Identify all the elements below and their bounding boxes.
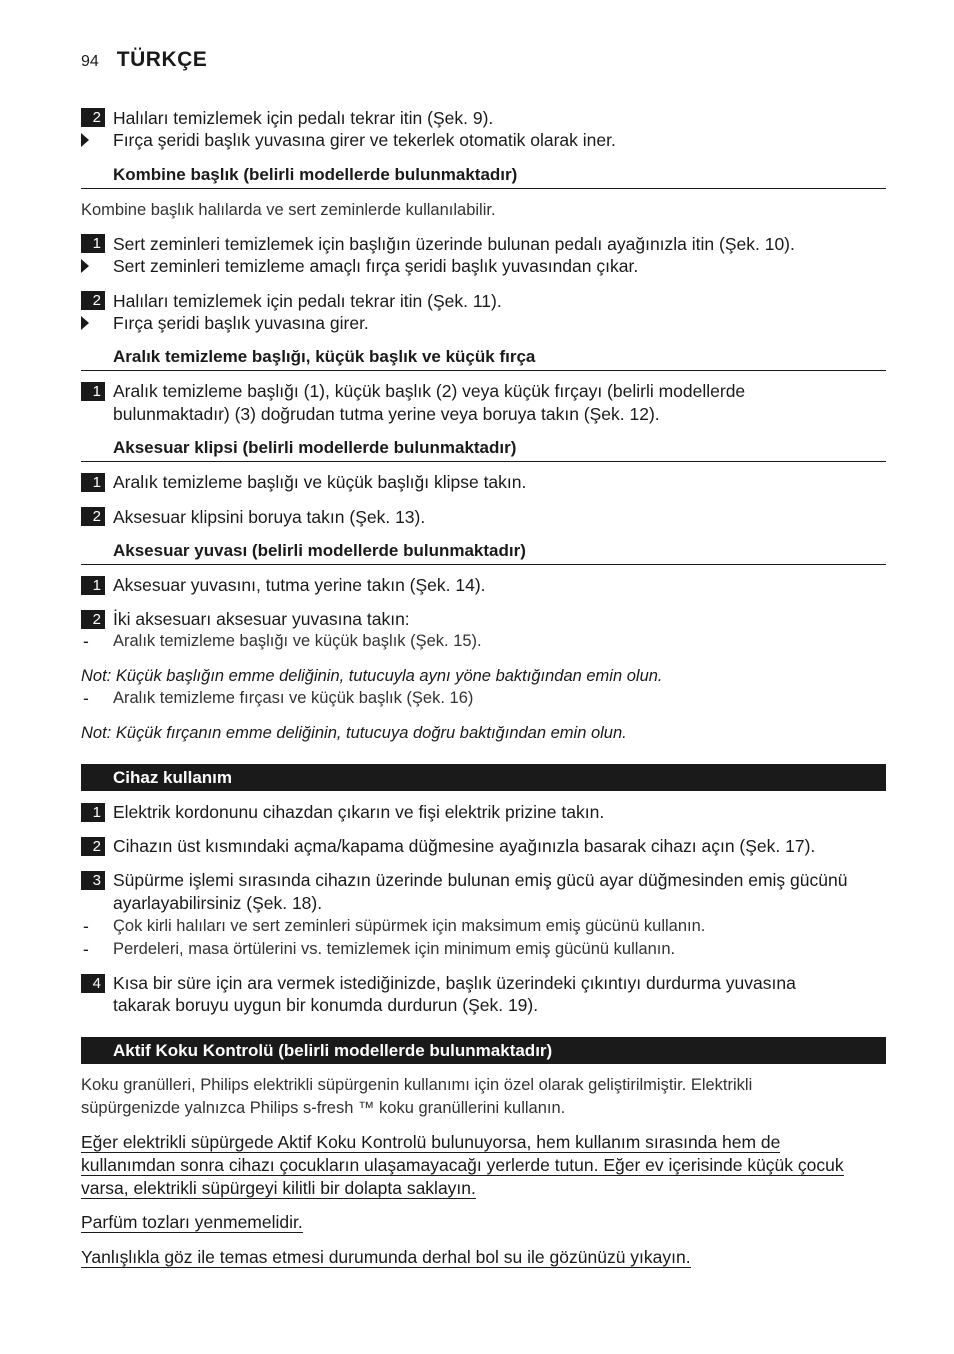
warning-line: Parfüm tozları yenmemelidir.	[81, 1212, 303, 1232]
section-heading: Kombine başlık (belirli modellerde bulunmaktadır)	[113, 165, 518, 184]
warning-line: Eğer elektrikli süpürgede Aktif Koku Kontrolü bulunuyorsa, hem kullanım sırasında hem de	[81, 1132, 781, 1152]
step-text: Süpürme işlemi sırasında cihazın üzerinde bulunan emiş gücü ayar düğmesinden emiş gücünü	[113, 870, 848, 890]
step-number: 1	[81, 803, 105, 822]
step-number: 2	[81, 610, 105, 629]
heading-rule	[81, 461, 886, 462]
dash-item: Aralık temizleme fırçası ve küçük başlık (Şek. 16)	[113, 689, 474, 707]
page-language-title: TÜRKÇE	[116, 48, 208, 71]
step-text: Sert zeminleri temizlemek için başlığın üzerinde bulunan pedalı ayağınızla itin (Şek. 10).	[113, 234, 795, 254]
step-text-continued: takarak boruyu uygun bir konumda durdurun (Şek. 19).	[113, 995, 539, 1015]
warning-text	[81, 1177, 476, 1200]
bullet-text: Fırça şeridi başlık yuvasına girer.	[113, 313, 369, 333]
warning-text	[81, 1154, 844, 1177]
step-text: Cihazın üst kısmındaki açma/kapama düğmesine ayağınızla basarak cihazı açın (Şek. 17).	[113, 836, 816, 856]
step-text: Elektrik kordonunu cihazdan çıkarın ve fişi elektrik prizine takın.	[113, 802, 605, 822]
step-number: 2	[81, 108, 105, 127]
step-text: Aralık temizleme başlığı ve küçük başlığı klipse takın.	[113, 472, 527, 492]
step-text: Aksesuar klipsini boruya takın (Şek. 13).	[113, 507, 426, 527]
step-text: Kısa bir süre için ara vermek istediğinizde, başlık üzerindeki çıkıntıyı durdurma yuvasına	[113, 973, 796, 993]
heading-rule	[81, 188, 886, 189]
section-description: Kombine başlık halılarda ve sert zeminlerde kullanılabilir.	[81, 201, 496, 219]
paragraph-text: Koku granülleri, Philips elektrikli süpürgenin kullanımı için özel olarak geliştirilmiştir. Elektrikli	[81, 1076, 753, 1094]
warning-text	[81, 1131, 780, 1154]
heading-rule	[81, 564, 886, 565]
step-text: Aralık temizleme başlığı (1), küçük başlık (2) veya küçük fırçayı (belirli modellerde	[113, 381, 746, 401]
step-number: 1	[81, 382, 105, 401]
warning-line: Yanlışlıkla göz ile temas etmesi durumunda derhal bol su ile gözünüzü yıkayın.	[81, 1247, 691, 1267]
step-text: Halıları temizlemek için pedalı tekrar itin (Şek. 11).	[113, 291, 502, 311]
step-number: 1	[81, 473, 105, 492]
paragraph-text: süpürgenizde yalnızca Philips s-fresh ™ koku granüllerini kullanın.	[81, 1099, 566, 1117]
note-text: Not: Küçük fırçanın emme deliğinin, tutucuya doğru baktığından emin olun.	[81, 724, 627, 742]
dash-marker: -	[83, 916, 89, 936]
dash-item: Aralık temizleme başlığı ve küçük başlık (Şek. 15).	[113, 632, 482, 650]
step-text-continued: ayarlayabilirsiniz (Şek. 18).	[113, 893, 323, 913]
step-text: İki aksesuarı aksesuar yuvasına takın:	[113, 609, 410, 629]
warning-text	[81, 1211, 303, 1234]
step-number: 1	[81, 234, 105, 253]
step-text: Halıları temizlemek için pedalı tekrar itin (Şek. 9).	[113, 108, 494, 128]
dash-marker: -	[83, 688, 89, 708]
dash-marker: -	[83, 631, 89, 651]
section-heading: Aralık temizleme başlığı, küçük başlık ve küçük fırça	[113, 347, 536, 366]
page-header	[81, 48, 207, 72]
step-number: 1	[81, 576, 105, 595]
step-number: 4	[81, 974, 105, 993]
step-text-continued: bulunmaktadır) (3) doğrudan tutma yerine veya boruya takın (Şek. 12).	[113, 404, 660, 424]
heading-rule	[81, 370, 886, 371]
section-bar-heading: Cihaz kullanım	[81, 764, 886, 791]
step-number: 2	[81, 837, 105, 856]
step-number: 3	[81, 871, 105, 890]
warning-line: kullanımdan sonra cihazı çocukların ulaşamayacağı yerlerde tutun. Eğer ev içerisinde küçük çocuk	[81, 1155, 844, 1175]
step-text: Aksesuar yuvasını, tutma yerine takın (Şek. 14).	[113, 575, 486, 595]
bullet-arrow-icon	[81, 316, 89, 330]
bullet-text: Fırça şeridi başlık yuvasına girer ve tekerlek otomatik olarak iner.	[113, 130, 616, 150]
dash-marker: -	[83, 939, 89, 959]
section-heading: Aksesuar klipsi (belirli modellerde bulunmaktadır)	[113, 438, 517, 457]
section-heading: Aksesuar yuvası (belirli modellerde bulunmaktadır)	[113, 541, 526, 560]
warning-text	[81, 1246, 691, 1269]
page-number: 94	[81, 53, 99, 70]
note-text: Not: Küçük başlığın emme deliğinin, tutucuyla aynı yöne baktığından emin olun.	[81, 667, 663, 685]
warning-line: varsa, elektrikli süpürgeyi kilitli bir dolapta saklayın.	[81, 1178, 476, 1198]
bullet-arrow-icon	[81, 259, 89, 273]
dash-item: Perdeleri, masa örtülerini vs. temizlemek için minimum emiş gücünü kullanın.	[113, 940, 676, 958]
step-number: 2	[81, 507, 105, 526]
dash-item: Çok kirli halıları ve sert zeminleri süpürmek için maksimum emiş gücünü kullanın.	[113, 917, 706, 935]
section-bar-heading: Aktif Koku Kontrolü (belirli modellerde bulunmaktadır)	[81, 1037, 886, 1064]
bullet-arrow-icon	[81, 133, 89, 147]
step-number: 2	[81, 291, 105, 310]
bullet-text: Sert zeminleri temizleme amaçlı fırça şeridi başlık yuvasından çıkar.	[113, 256, 639, 276]
